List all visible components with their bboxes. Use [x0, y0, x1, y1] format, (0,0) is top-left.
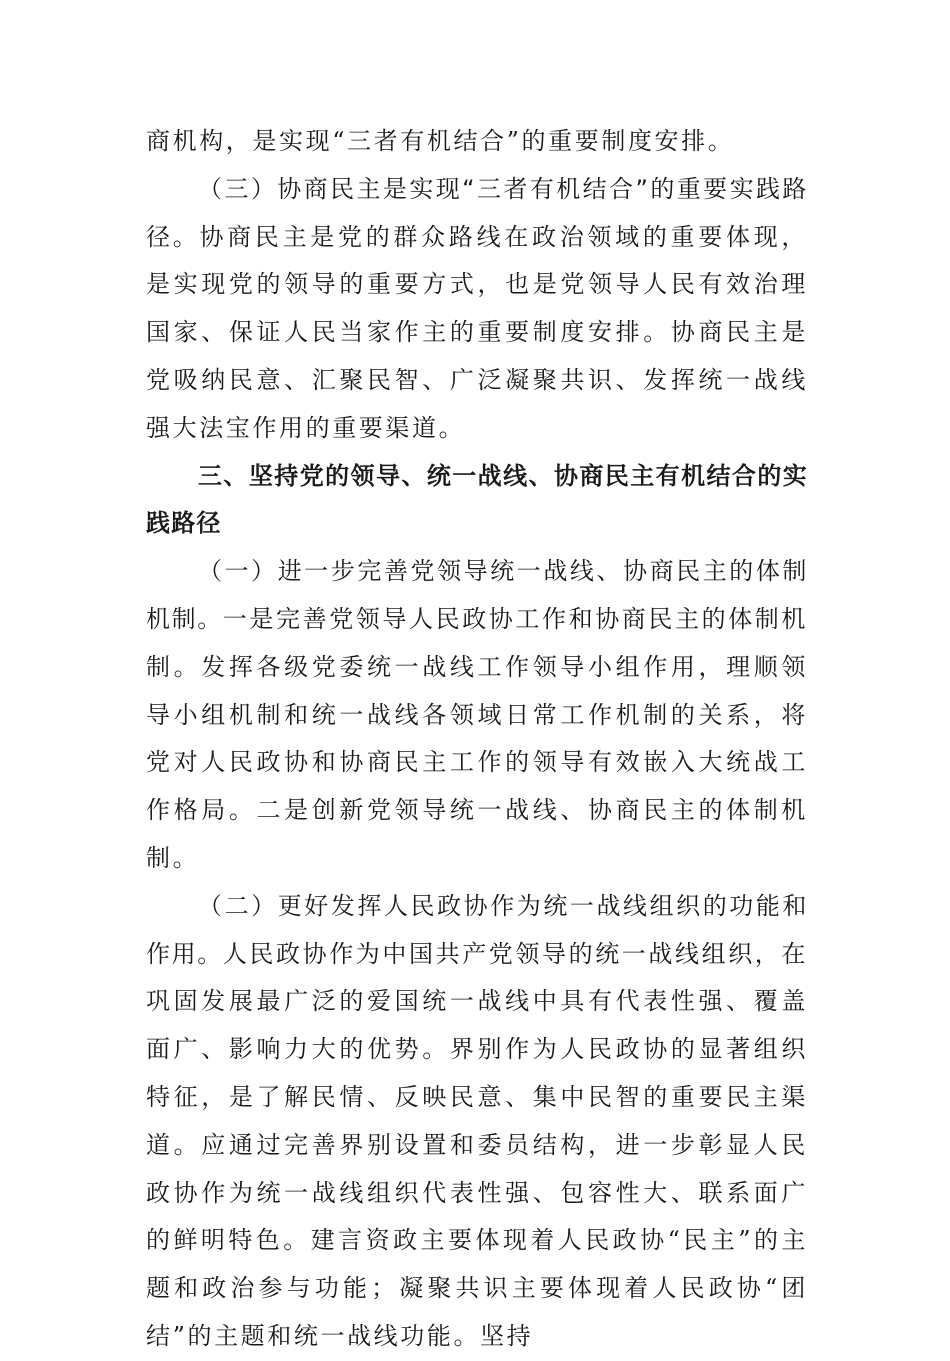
paragraph-subsection-3 — [146, 166, 808, 453]
subsection-body: 一是完善党领导人民政协工作和协商民主的体制机制。发挥各级党委统一战线工作领导小组作用，理顺领导小组机制和统一战线各领域日常工作机制的关系，将党对人民政协和协商民主工作的领导有效嵌入大统战工作格局。二是创新党领导统一战线、协商民主的体制机制。 — [146, 604, 809, 872]
subsection-body: 人民政协作为中国共产党领导的统一战线组织，在巩固发展最广泛的爱国统一战线中具有代表性强、覆盖面广、影响力大的优势。界别作为人民政协的显著组织特征，是了解民情、反映民意、集中民智的重要民主渠道。应通过完善界别设置和委员结构，进一步彰显人民政协作为统一战线组织代表性强、包容性大、联系面广的鲜明特色。建言资政主要体现着人民政协“民主”的主题和政治参与功能；凝聚共识主要体现着人民政协“团结”的主题和统一战线功能。坚持 — [146, 939, 809, 1350]
subsection-lead: （三）协商民主是实现“三者有机结合”的重要实践路径。 — [146, 174, 808, 251]
paragraph-continuation — [146, 118, 808, 166]
paragraph-subsection-2 — [146, 883, 808, 1361]
subsection-lead: （一）进一步完善党领导统一战线、协商民主的体制机制。 — [146, 557, 808, 633]
paragraph-subsection-1 — [146, 548, 808, 883]
subsection-body: 协商民主是党的群众路线在政治领域的重要体现，是实现党的领导的重要方式，也是党领导人民有效治理国家、保证人民当家作主的重要制度安排。协商民主是党吸纳民意、汇聚民智、广泛凝聚共识、发挥统一战线强大法宝作用的重要渠道。 — [146, 222, 809, 442]
section-heading: 三、坚持党的领导、统一战线、协商民主有机结合的实践路径 — [146, 461, 808, 538]
document-page — [146, 118, 808, 1361]
paragraph-text: 商机构，是实现“三者有机结合”的重要制度安排。 — [146, 127, 735, 155]
subsection-lead: （二）更好发挥人民政协作为统一战线组织的功能和作用。 — [146, 891, 808, 968]
